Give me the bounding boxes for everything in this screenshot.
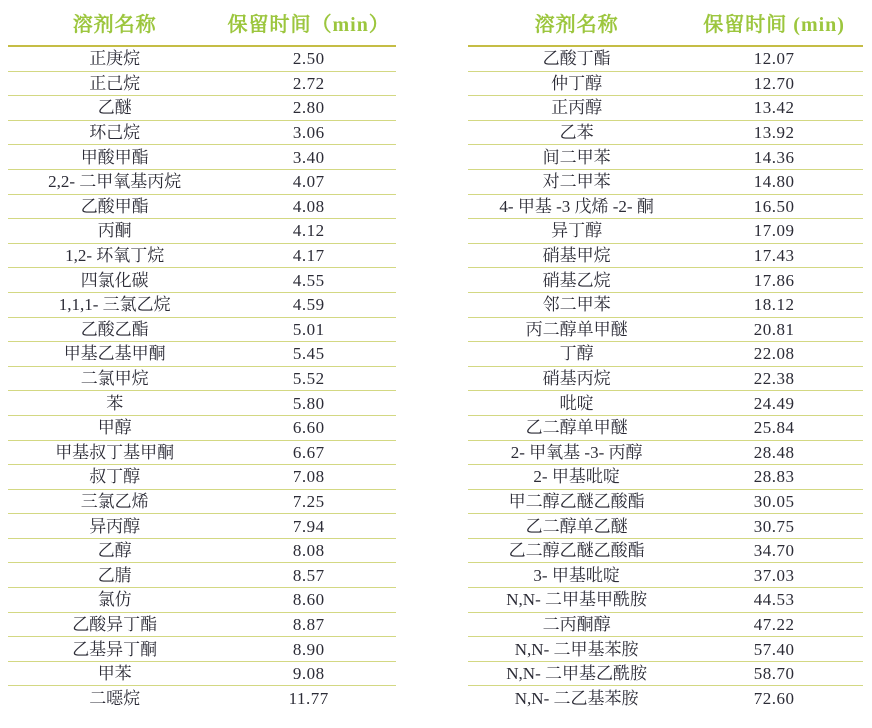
retention-time-cell: 5.52: [292, 369, 325, 389]
table-row: [8, 490, 396, 515]
table-row: [8, 342, 396, 367]
solvent-name-cell: 甲二醇乙醚乙酸酯: [508, 491, 645, 511]
retention-time-cell: 13.42: [753, 98, 795, 118]
table-row: [8, 170, 396, 195]
table-row: [468, 145, 863, 170]
table-row: [8, 121, 396, 146]
retention-time-cell: 8.90: [292, 639, 325, 659]
table-row: [468, 121, 863, 146]
table-row: [468, 416, 863, 441]
table-row: [468, 293, 863, 318]
retention-time-cell: 18.12: [753, 295, 795, 315]
solvent-name-cell: 2- 甲基吡啶: [533, 467, 620, 487]
table-row: [8, 145, 396, 170]
table-row: [468, 588, 863, 613]
table-row: [8, 613, 396, 638]
solvent-name-cell: 正庚烷: [89, 49, 141, 69]
solvent-name-cell: N,N- 二甲基苯胺: [514, 639, 639, 659]
solvent-name-cell: 乙醇: [97, 541, 132, 561]
table-row: [8, 244, 396, 269]
retention-time-cell: 14.80: [753, 172, 795, 192]
retention-time-cell: 9.08: [292, 664, 325, 684]
table-row: [468, 219, 863, 244]
retention-time-cell: 7.25: [292, 491, 325, 511]
retention-time-cell: 12.70: [753, 73, 795, 93]
solvent-name-cell: 甲基叔丁基甲酮: [55, 442, 175, 462]
solvent-name-cell: 对二甲苯: [542, 172, 611, 192]
retention-time-cell: 4.17: [292, 246, 325, 266]
solvent-name-cell: 乙二醇乙醚乙酸酯: [508, 541, 645, 561]
retention-time-cell: 2.72: [292, 73, 325, 93]
retention-time-cell: 17.43: [753, 246, 795, 266]
retention-time-cell: 30.75: [753, 516, 795, 536]
retention-time-cell: 4.12: [292, 221, 325, 241]
table-row: [468, 72, 863, 97]
solvent-name-cell: 二噁烷: [89, 689, 141, 709]
solvent-name-cell: 异丁醇: [551, 221, 603, 241]
table-row: [8, 588, 396, 613]
table-row: [8, 637, 396, 662]
retention-time-cell: 4.55: [292, 270, 325, 290]
table-row: [8, 195, 396, 220]
solvent-name-cell: 二丙酮醇: [542, 614, 611, 634]
retention-time-cell: 47.22: [753, 614, 795, 634]
solvent-name-cell: 异丙醇: [89, 516, 141, 536]
retention-time-cell: 57.40: [753, 639, 795, 659]
retention-time-cell: 72.60: [753, 689, 795, 709]
retention-time-cell: 2.50: [292, 49, 325, 69]
table-row: [468, 391, 863, 416]
retention-time-cell: 7.08: [292, 467, 325, 487]
table-row: [8, 268, 396, 293]
solvent-name-cell: 叔丁醇: [89, 467, 141, 487]
table-row: [468, 686, 863, 711]
retention-time-cell: 17.86: [753, 270, 795, 290]
solvent-name-cell: 硝基乙烷: [542, 270, 611, 290]
table-row: [468, 465, 863, 490]
solvent-name-cell: 乙酸甲酯: [80, 196, 149, 216]
solvent-table-left: [8, 0, 396, 711]
solvent-name-cell: 2,2- 二甲氧基丙烷: [48, 172, 182, 192]
solvent-name-cell: 乙酸异丁酯: [72, 614, 158, 634]
table-row: [8, 465, 396, 490]
retention-time-cell: 24.49: [753, 393, 795, 413]
solvent-name-cell: 邻二甲苯: [542, 295, 611, 315]
table-row: [8, 514, 396, 539]
solvent-name-cell: 乙酸丁酯: [542, 49, 611, 69]
table-row: [468, 96, 863, 121]
solvent-name-header: 溶剂名称: [534, 14, 619, 36]
table-row: [8, 391, 396, 416]
solvent-name-cell: 丙酮: [97, 221, 132, 241]
retention-time-header: 保留时间 (min): [703, 14, 845, 36]
solvent-name-cell: 正己烷: [89, 73, 141, 93]
solvent-name-cell: 乙醚: [97, 98, 132, 118]
solvent-name-cell: 丙二醇单甲醚: [525, 319, 628, 339]
retention-time-cell: 12.07: [753, 49, 795, 69]
retention-time-cell: 11.77: [288, 689, 329, 709]
solvent-name-cell: 乙二醇单乙醚: [525, 516, 628, 536]
solvent-name-cell: 仲丁醇: [551, 73, 603, 93]
retention-time-cell: 3.40: [292, 147, 325, 167]
table-row: [468, 514, 863, 539]
retention-time-cell: 22.08: [753, 344, 795, 364]
solvent-name-cell: 三氯乙烯: [80, 491, 149, 511]
solvent-name-cell: 乙基异丁酮: [72, 639, 158, 659]
retention-time-cell: 3.06: [292, 123, 325, 143]
table-row: [468, 195, 863, 220]
table-row: [468, 662, 863, 687]
retention-time-cell: 2.80: [292, 98, 325, 118]
retention-time-cell: 16.50: [753, 196, 795, 216]
table-row: [468, 244, 863, 269]
solvent-name-cell: 乙腈: [97, 565, 132, 585]
retention-time-cell: 7.94: [292, 516, 325, 536]
retention-time-cell: 22.38: [753, 369, 795, 389]
retention-time-cell: 8.57: [292, 565, 325, 585]
solvent-name-cell: 3- 甲基吡啶: [533, 565, 620, 585]
solvent-name-cell: 1,2- 环氧丁烷: [65, 246, 165, 266]
retention-time-cell: 58.70: [753, 664, 795, 684]
solvent-name-cell: N,N- 二甲基乙酰胺: [506, 664, 647, 684]
table-row: [8, 72, 396, 97]
retention-time-cell: 30.05: [753, 491, 795, 511]
solvent-name-cell: 环己烷: [89, 123, 141, 143]
retention-time-cell: 20.81: [753, 319, 795, 339]
table-row: [468, 441, 863, 466]
table-header-row: [468, 0, 863, 47]
table-row: [468, 318, 863, 343]
retention-time-cell: 5.80: [292, 393, 325, 413]
retention-time-cell: 6.60: [292, 418, 325, 438]
solvent-name-header: 溶剂名称: [72, 14, 157, 36]
retention-time-cell: 28.83: [753, 467, 795, 487]
solvent-name-cell: 吡啶: [559, 393, 594, 413]
solvent-name-cell: 硝基甲烷: [542, 246, 611, 266]
solvent-name-cell: 四氯化碳: [80, 270, 149, 290]
solvent-table-right: [468, 0, 863, 711]
table-row: [8, 293, 396, 318]
retention-time-cell: 8.87: [292, 614, 325, 634]
solvent-name-cell: N,N- 二甲基甲酰胺: [506, 590, 647, 610]
solvent-name-cell: 乙酸乙酯: [80, 319, 149, 339]
table-body: [468, 47, 863, 711]
table-body: [8, 47, 396, 711]
solvent-name-cell: 2- 甲氧基 -3- 丙醇: [510, 442, 643, 462]
solvent-name-cell: N,N- 二乙基苯胺: [514, 689, 639, 709]
solvent-name-cell: 氯仿: [97, 590, 132, 610]
solvent-name-cell: 4- 甲基 -3 戊烯 -2- 酮: [499, 196, 654, 216]
table-row: [468, 170, 863, 195]
table-row: [8, 367, 396, 392]
table-row: [8, 318, 396, 343]
retention-time-cell: 8.60: [292, 590, 325, 610]
solvent-name-cell: 硝基丙烷: [542, 369, 611, 389]
solvent-name-cell: 甲酸甲酯: [80, 147, 149, 167]
table-row: [468, 367, 863, 392]
retention-time-cell: 5.45: [292, 344, 325, 364]
table-row: [8, 96, 396, 121]
retention-time-cell: 4.08: [292, 196, 325, 216]
table-row: [468, 47, 863, 72]
solvent-name-cell: 苯: [106, 393, 124, 413]
retention-time-cell: 13.92: [753, 123, 795, 143]
table-row: [8, 539, 396, 564]
table-row: [8, 563, 396, 588]
table-row: [468, 268, 863, 293]
retention-time-cell: 28.48: [753, 442, 795, 462]
solvent-name-cell: 甲醇: [97, 418, 132, 438]
retention-time-cell: 4.07: [292, 172, 325, 192]
solvent-name-cell: 1,1,1- 三氯乙烷: [58, 295, 171, 315]
table-row: [8, 686, 396, 711]
table-row: [468, 613, 863, 638]
retention-time-cell: 25.84: [753, 418, 795, 438]
retention-time-cell: 6.67: [292, 442, 325, 462]
solvent-name-cell: 乙二醇单甲醚: [525, 418, 628, 438]
retention-time-cell: 37.03: [753, 565, 795, 585]
retention-time-cell: 34.70: [753, 541, 795, 561]
table-row: [8, 47, 396, 72]
retention-time-cell: 44.53: [753, 590, 795, 610]
table-header-row: [8, 0, 396, 47]
solvent-name-cell: 乙苯: [559, 123, 594, 143]
table-row: [468, 563, 863, 588]
solvent-name-cell: 间二甲苯: [542, 147, 611, 167]
solvent-name-cell: 甲苯: [97, 664, 132, 684]
retention-time-cell: 5.01: [292, 319, 325, 339]
table-row: [8, 219, 396, 244]
table-row: [468, 342, 863, 367]
table-row: [468, 539, 863, 564]
solvent-name-cell: 正丙醇: [551, 98, 603, 118]
table-row: [8, 416, 396, 441]
solvent-name-cell: 二氯甲烷: [80, 369, 149, 389]
retention-time-cell: 14.36: [753, 147, 795, 167]
retention-time-header: 保留时间（min）: [227, 14, 390, 36]
table-row: [468, 637, 863, 662]
solvent-name-cell: 甲基乙基甲酮: [63, 344, 166, 364]
retention-time-cell: 8.08: [292, 541, 325, 561]
table-row: [8, 441, 396, 466]
retention-time-cell: 17.09: [753, 221, 795, 241]
table-row: [8, 662, 396, 687]
table-row: [468, 490, 863, 515]
solvent-name-cell: 丁醇: [559, 344, 594, 364]
retention-time-cell: 4.59: [292, 295, 325, 315]
